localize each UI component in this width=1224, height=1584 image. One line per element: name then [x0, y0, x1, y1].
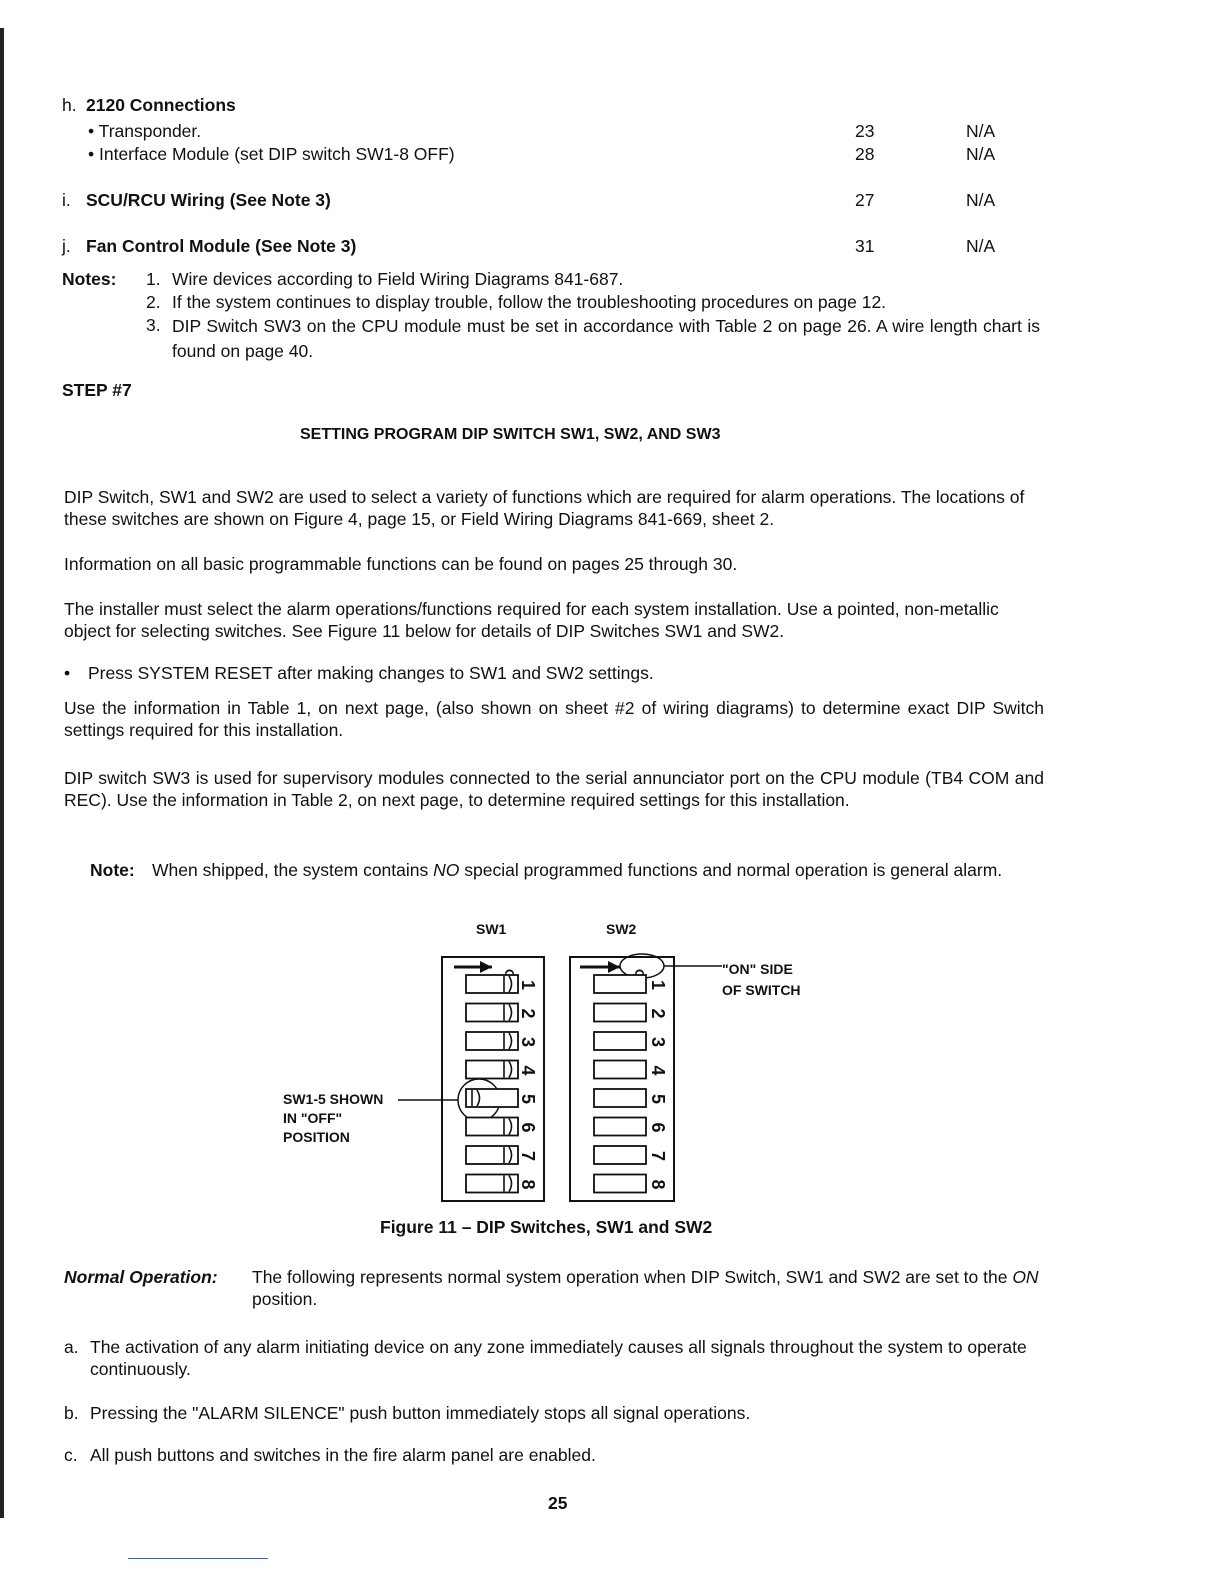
dip-switch-figure	[380, 945, 730, 1207]
paragraph-5: DIP switch SW3 is used for supervisory modules connected to the serial annunciator port on the CPU module (TB4 COM and REC). Use the information in Table 2, on next page, to determine required settings for this installation.	[64, 768, 1044, 810]
section-h-title: 2120 Connections	[86, 95, 236, 115]
sw1-switch-5	[466, 1089, 518, 1107]
on-side-label-1: "ON" SIDE	[722, 961, 793, 977]
list-c-text: All push buttons and switches in the fire alarm panel are enabled.	[90, 1445, 596, 1465]
sw1-switch-number-1: 1	[518, 980, 538, 991]
note-2-num: 2.	[146, 292, 161, 312]
sw1-5-label-1: SW1-5 SHOWN	[283, 1091, 384, 1107]
sw2-switch-number-8: 8	[648, 1179, 668, 1190]
sw2-switch-3	[594, 1032, 646, 1050]
sw2-switch-8	[594, 1175, 646, 1193]
section-i-page: 27	[855, 190, 875, 210]
sw2-label: SW2	[606, 921, 637, 937]
normal-operation-label: Normal Operation:	[64, 1267, 218, 1287]
sw1-switch-number-7: 7	[518, 1151, 538, 1162]
on-side-label-2: OF SWITCH	[722, 982, 801, 998]
sw1-switch-number-6: 6	[518, 1122, 538, 1133]
step-label: STEP #7	[62, 380, 132, 400]
section-h-row-1-page: 23	[855, 121, 875, 141]
sw1-label: SW1	[476, 921, 507, 937]
bullet-text: Press SYSTEM RESET after making changes to SW1 and SW2 settings.	[88, 663, 654, 683]
note-2-text: If the system continues to display trouble, follow the troubleshooting procedures on page 12.	[172, 292, 887, 312]
sw1-switch-number-3: 3	[518, 1037, 538, 1048]
section-j-title: Fan Control Module (See Note 3)	[86, 236, 357, 256]
section-i-value: N/A	[966, 190, 996, 210]
paragraph-1: DIP Switch, SW1 and SW2 are used to select a variety of functions which are required for alarm operations. The locations of these switches are shown on Figure 4, page 15, or Field Wiring Diagrams 841-669, sheet 2.	[64, 487, 1025, 529]
sw1-5-label-2: IN "OFF"	[283, 1110, 343, 1126]
sw1-switch-number-4: 4	[518, 1065, 538, 1076]
note-1-num: 1.	[146, 269, 161, 289]
sw2-switch-number-2: 2	[648, 1008, 668, 1019]
paragraph-2: Information on all basic programmable functions can be found on pages 25 through 30.	[64, 554, 738, 574]
list-a-letter: a.	[64, 1337, 79, 1357]
sw2-switch-number-5: 5	[648, 1094, 668, 1105]
list-a-text: The activation of any alarm initiating device on any zone immediately causes all signals throughout the system to operate continuously.	[90, 1337, 1027, 1379]
scan-edge	[0, 28, 4, 1518]
footer-rule	[128, 1558, 268, 1559]
sw2-switch-2	[594, 1004, 646, 1022]
section-h-row-2-text: • Interface Module (set DIP switch SW1-8 OFF)	[88, 144, 455, 164]
sw2-switch-number-1: 1	[648, 980, 668, 991]
sw2-switch-number-7: 7	[648, 1151, 668, 1162]
section-h-letter: h.	[62, 95, 77, 115]
note-3-num: 3.	[146, 315, 161, 335]
section-j-letter: j.	[62, 236, 71, 256]
list-b-text: Pressing the "ALARM SILENCE" push button immediately stops all signal operations.	[90, 1403, 751, 1423]
section-i-title: SCU/RCU Wiring (See Note 3)	[86, 190, 331, 210]
note-3-text: DIP Switch SW3 on the CPU module must be set in accordance with Table 2 on page 26. A wire length chart is found on page 40.	[172, 316, 1040, 361]
page-number: 25	[548, 1493, 568, 1513]
section-h-row-1-value: N/A	[966, 121, 996, 141]
section-j-value: N/A	[966, 236, 996, 256]
sw1-switch-number-8: 8	[518, 1179, 538, 1190]
normal-operation-text: The following represents normal system operation when DIP Switch, SW1 and SW2 are set to the ON position.	[252, 1267, 1039, 1309]
section-h-row-2-value: N/A	[966, 144, 996, 164]
section-h-row-1-text: • Transponder.	[88, 121, 202, 141]
section-heading: SETTING PROGRAM DIP SWITCH SW1, SW2, AND SW3	[300, 426, 721, 443]
notes-label: Notes:	[62, 269, 117, 289]
sw1-switch-number-2: 2	[518, 1008, 538, 1019]
paragraph-4: Use the information in Table 1, on next page, (also shown on sheet #2 of wiring diagrams) to determine exact DIP Switch settings required for this installation.	[64, 698, 1044, 740]
section-h-row-2-page: 28	[855, 144, 875, 164]
sw2-switch-7	[594, 1146, 646, 1164]
note-shipped-label: Note:	[90, 860, 135, 880]
note-shipped-text: When shipped, the system contains NO special programmed functions and normal operation is general alarm.	[152, 860, 1003, 880]
figure-caption: Figure 11 – DIP Switches, SW1 and SW2	[380, 1217, 713, 1237]
section-j-page: 31	[855, 236, 875, 256]
sw2-switch-1	[594, 975, 646, 993]
note-1-text: Wire devices according to Field Wiring Diagrams 841-687.	[172, 269, 624, 289]
sw1-switch-number-5: 5	[518, 1094, 538, 1105]
section-i-letter: i.	[62, 190, 71, 210]
list-b-letter: b.	[64, 1403, 79, 1423]
sw2-switch-number-3: 3	[648, 1037, 668, 1048]
sw2-switch-number-6: 6	[648, 1122, 668, 1133]
sw2-switch-5	[594, 1089, 646, 1107]
sw2-switch-4	[594, 1061, 646, 1079]
bullet-dot: •	[64, 663, 71, 683]
sw2-switch-number-4: 4	[648, 1065, 668, 1076]
sw1-5-label-3: POSITION	[283, 1129, 350, 1145]
paragraph-3: The installer must select the alarm operations/functions required for each system installation. Use a pointed, non-metallic object for selecting switches. See Figure 11 below for details of DIP Switches SW1 and SW2.	[64, 599, 999, 641]
list-c-letter: c.	[64, 1445, 78, 1465]
sw2-switch-6	[594, 1118, 646, 1136]
